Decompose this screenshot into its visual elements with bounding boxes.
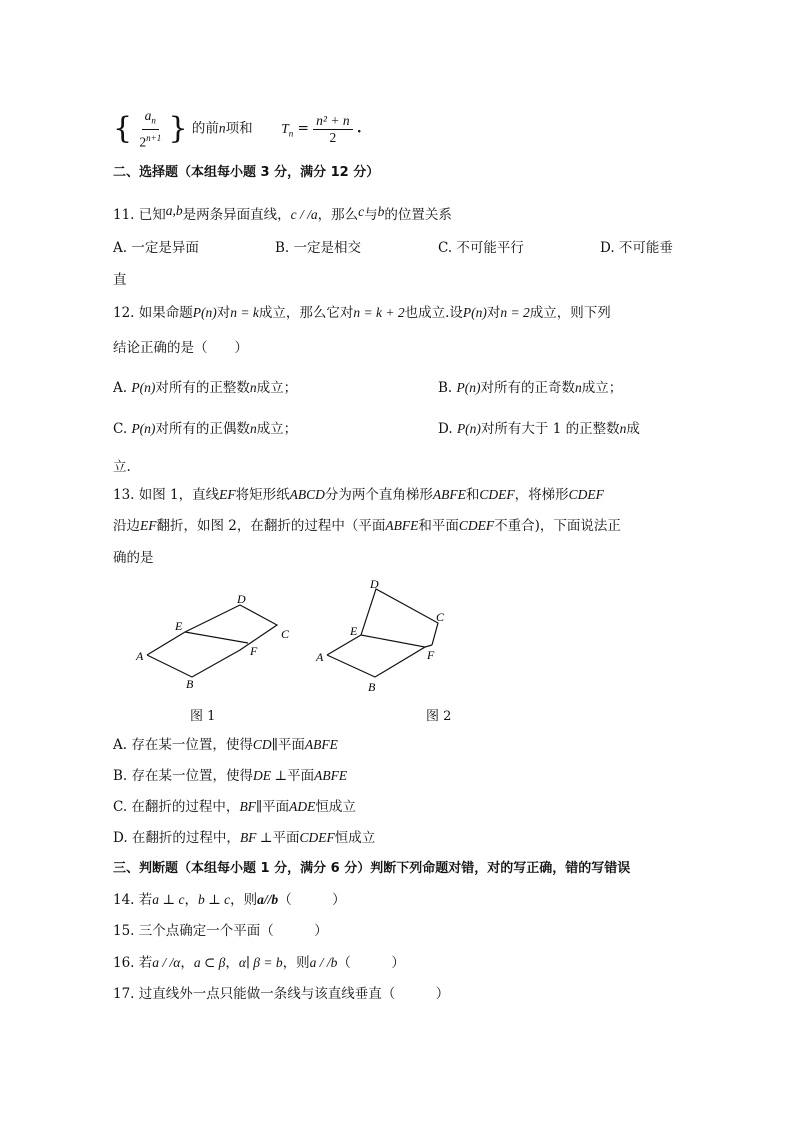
q13-option-c: C. 在翻折的过程中，BF∥平面ADE恒成立 xyxy=(113,799,356,815)
q11-option-b: B. 一定是相交 xyxy=(275,240,362,256)
question-14: 14. 若a ⊥ c，b ⊥ c，则a//b（ ） xyxy=(113,892,346,908)
q13-figures xyxy=(120,575,680,705)
fig1-label-b: B xyxy=(186,677,194,691)
fig2-label-a: A xyxy=(316,650,324,664)
q11-option-d-cont: 直 xyxy=(113,272,127,288)
fig2-label-f: F xyxy=(427,648,435,662)
q12-option-b: B. P(n)对所有的正奇数n成立； xyxy=(438,380,623,396)
fig1-label-e: E xyxy=(175,619,183,633)
fig1-label-c: C xyxy=(281,627,290,641)
q13-option-d: D. 在翻折的过程中，BF ⊥平面CDEF恒成立 xyxy=(113,830,376,846)
q11-option-a: A. 一定是异面 xyxy=(113,240,199,256)
question-12-stem: 12. 如果命题P(n)对n = k成立，那么它对n = k + 2也成立.设P(n)对n = 2成立，则下列 xyxy=(113,305,611,321)
q11-option-c: C. 不可能平行 xyxy=(438,240,524,256)
figure-1-ef-line xyxy=(185,632,248,643)
question-13-line1: 13. 如图 1，直线EF将矩形纸ABCD分为两个直角梯形ABFE和CDEF，将梯形CDEF xyxy=(113,487,604,503)
figure-2-caption: 图 2 xyxy=(426,709,452,724)
fig2-label-d: D xyxy=(370,577,379,591)
section-2-heading: 二、选择题（本组每小题 3 分，满分 12 分） xyxy=(113,165,380,180)
q13-option-b: B. 存在某一位置，使得DE ⊥平面ABFE xyxy=(113,768,348,784)
sum-fraction: $\frac{\text{n² + n}}{2}$ xyxy=(313,113,352,146)
figure-2-base xyxy=(327,635,425,677)
fig2-label-b: B xyxy=(368,680,376,694)
fig1-label-a: A xyxy=(136,649,144,663)
q13-option-a: A. 存在某一位置，使得CD∥平面ABFE xyxy=(113,737,338,753)
question-16: 16. 若a / /α，a ⊂ β，α∣ β = b，则a / /b（ ） xyxy=(113,955,405,971)
left-brace: { xyxy=(113,111,133,147)
figure-1-caption: 图 1 xyxy=(190,709,216,724)
fig1-label-f: F xyxy=(250,644,258,658)
q12-option-d: D. P(n)对所有大于 1 的正整数n成 xyxy=(438,421,640,437)
fig1-label-d: D xyxy=(237,592,246,606)
figure-1-rectangle xyxy=(147,605,277,677)
question-15: 15. 三个点确定一个平面（ ） xyxy=(113,923,328,939)
figure-1 xyxy=(135,592,290,691)
question-13-line3: 确的是 xyxy=(113,550,154,566)
q12-option-d-cont: 立. xyxy=(113,459,131,475)
section-3-heading: 三、判断题（本组每小题 1 分，满分 6 分）判断下列命题对错，对的写正确，错的写错误 xyxy=(113,861,631,876)
q12-option-a: A. P(n)对所有的正整数n成立； xyxy=(113,380,298,396)
question-13-line2: 沿边EF翻折，如图 2，在翻折的过程中（平面ABFE和平面CDEF不重合)，下面说法正 xyxy=(113,518,621,534)
q12-option-c: C. P(n)对所有的正偶数n成立； xyxy=(113,421,298,437)
question-12-stem-line2: 结论正确的是（ ） xyxy=(113,340,248,356)
t-symbol: $T_n$ xyxy=(281,120,294,139)
q11-option-d: D. 不可能垂 xyxy=(600,240,673,256)
question-17: 17. 过直线外一点只能做一条线与该直线垂直（ ） xyxy=(113,986,450,1002)
right-brace: } xyxy=(168,111,188,147)
fig2-label-e: E xyxy=(350,624,358,638)
fig2-label-c: C xyxy=(436,610,445,624)
question-11-stem: 11. 已知a,b是两条异面直线，c / /a，那么c与b的位置关系 xyxy=(113,203,452,223)
series-sum-line: { $\frac{a_n}{2^{n+1}}$ } 的前n项和 $T_n$ = $\frac{\text{n² + n}}{2}$ . xyxy=(113,108,362,150)
figure-2 xyxy=(315,577,445,694)
sequence-fraction: $\frac{a_n}{2^{n+1}}$ xyxy=(139,108,162,150)
